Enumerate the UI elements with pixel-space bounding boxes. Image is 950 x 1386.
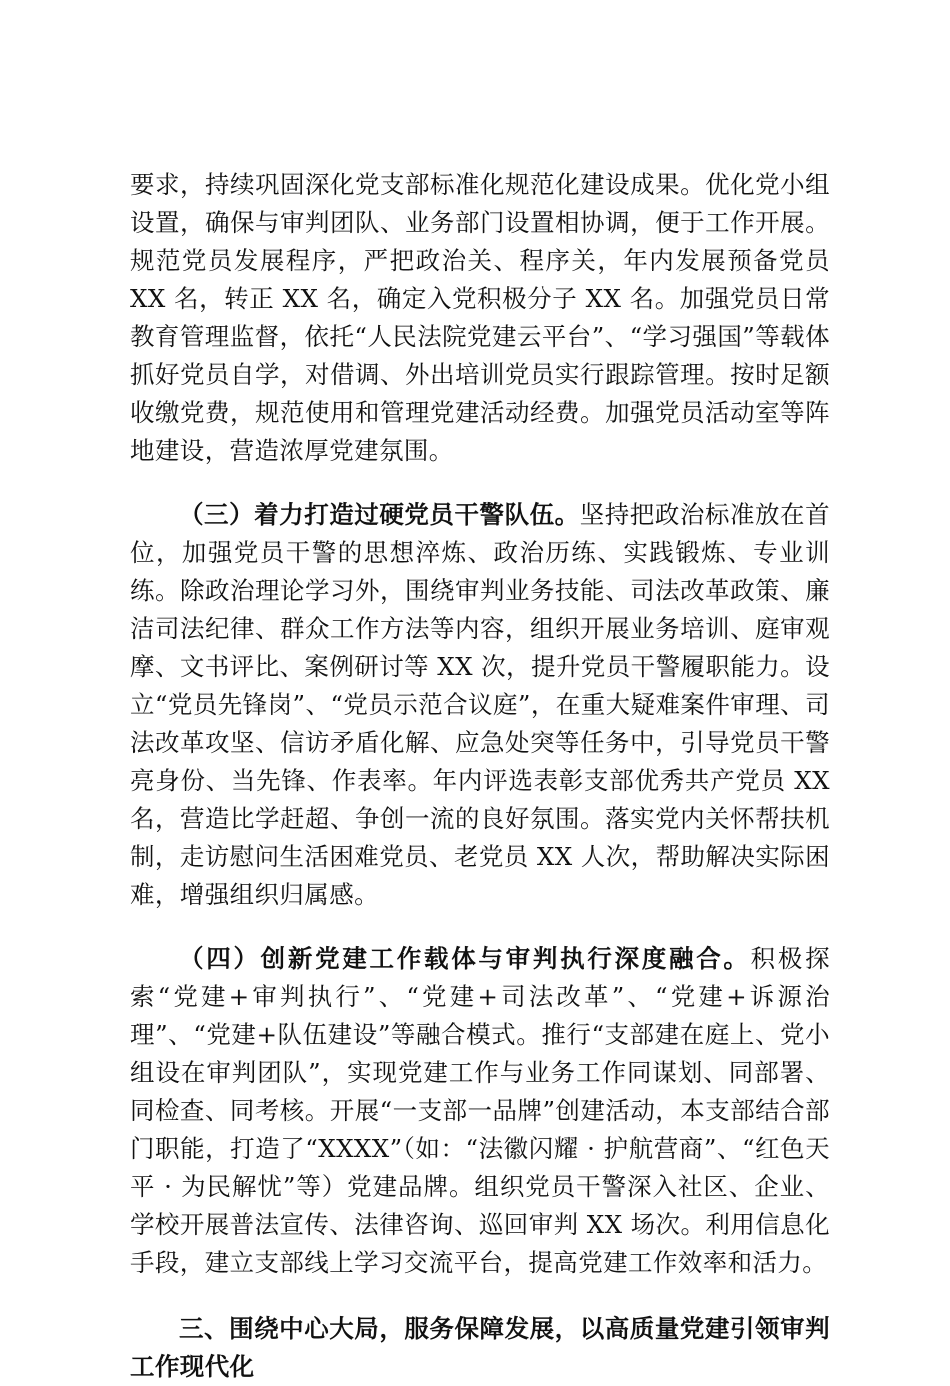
section-heading-three: 三、围绕中心大局，服务保障发展，以高质量党建引领审判工作现代化 bbox=[130, 1314, 830, 1381]
paragraph-text: 坚持把政治标准放在首位，加强党员干警的思想淬炼、政治历练、实践锻炼、专业训练。除政治理论学习外，围绕审判业务技能、司法改革政策、廉洁司法纪律、群众工作方法等内容，组织开展业务培训、庭审观摩、文书评比、案例研讨等 XX 次，提升党员干警履职能力。设立“党员先锋岗”、“党员示范合议庭”，在重大疑难案件审理、司法改革攻坚、信访矛盾化解、应急处突等任务中，引导党员干警亮身份、当先锋、作表率。年内评选表彰支部优秀共产党员 XX 名，营造比学赶超、争创一流的良好氛围。落实党内关怀帮扶机制，走访慰问生活困难党员、老党员 XX 人次，帮助解决实际困难，增强组织归属感。 bbox=[130, 500, 830, 909]
paragraph-party-building-standardization bbox=[130, 166, 830, 470]
paragraph-lead-heading: （三）着力打造过硬党员干警队伍。 bbox=[179, 500, 580, 529]
paragraph-lead-heading: （四）创新党建工作载体与审判执行深度融合。 bbox=[179, 944, 751, 973]
paragraph-innovation-integration bbox=[130, 940, 830, 1282]
paragraph-party-member-team bbox=[130, 496, 830, 914]
paragraph-text: 要求，持续巩固深化党支部标准化规范化建设成果。优化党小组设置，确保与审判团队、业务部门设置相协调，便于工作开展。规范党员发展程序，严把政治关、程序关，年内发展预备党员 XX 名，转正 XX 名，确定入党积极分子 XX 名。加强党员日常教育管理监督，依托“人民法院党建云平台”、“学习强国”等载体抓好党员自学，对借调、外出培训党员实行跟踪管理。按时足额收缴党费，规范使用和管理党建活动经费。加强党员活动室等阵地建设，营造浓厚党建氛围。 bbox=[130, 170, 830, 465]
paragraph-text: 积极探索“党建+审判执行”、“党建+司法改革”、“党建+诉源治理”、“党建+队伍建设”等融合模式。推行“支部建在庭上、党小组设在审判团队”，实现党建工作与业务工作同谋划、同部署、同检查、同考核。开展“一支部一品牌”创建活动，本支部结合部门职能，打造了“XXXX”（如：“法徽闪耀 · 护航营商”、“红色天平 · 为民解忧”等）党建品牌。组织党员干警深入社区、企业、学校开展普法宣传、法律咨询、巡回审判 XX 场次。利用信息化手段，建立支部线上学习交流平台，提高党建工作效率和活力。 bbox=[130, 944, 830, 1277]
document-body bbox=[130, 166, 830, 1386]
